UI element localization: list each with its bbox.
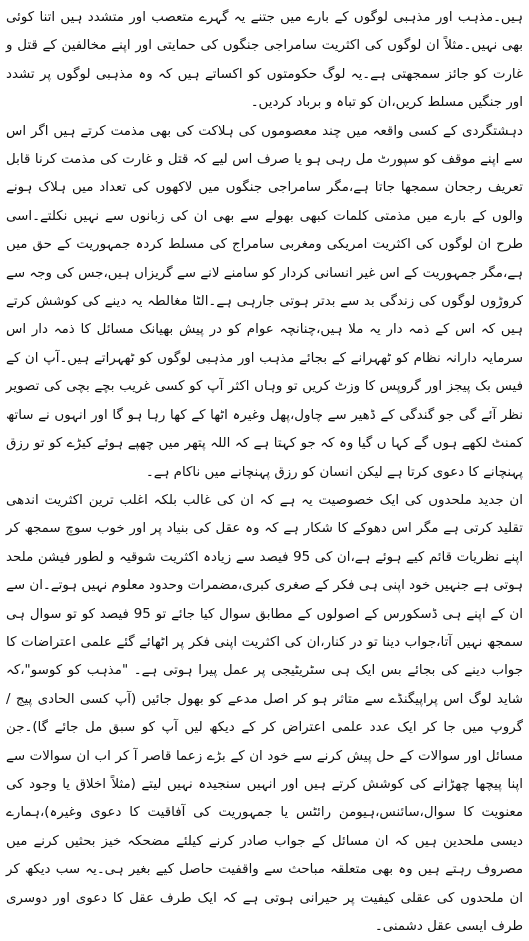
paragraph: ہیں۔مذہب اور مذہبی لوگوں کے بارے میں جتنے یہ گہرے متعصب اور متشدد ہیں اتنا کوئی بھی نہیں۔مثلاً ان لوگوں کی اکثریت سامراجی جنگوں کی حمایتی اور اپنے مخالفین کے قتل و غارت کو جائز سمجھتی ہے۔یہ لوگ حکومتوں کو اکساتے ہیں کہ وہ مذہبی لوگوں پر تشدد اور جنگیں مسلط کریں،ان کو تباہ و برباد کردیں۔: [6, 10, 523, 111]
paragraph: ان جدید ملحدوں کی ایک خصوصیت یہ ہے کہ ان کی غالب بلکہ اغلب ترین اکثریت اندھی تقلید کرتی ہے مگر اس دھوکے کا شکار ہے کہ وہ عقل کی بنیاد پر اور خوب سوچ سمجھ کر اپنے نظریات قائم کیے ہوئے ہے،ان کی 95 فیصد سے زیادہ اکثریت شوقیہ و لطور فیشن ملحد ہوتی ہے جنہیں خود اپنی ہی فکر کے صغری کبری،مضمرات وحدود معلوم نہیں ہوتے۔ان سے ان کے اپنے ہی ڈسکورس کے اصولوں کے مطابق سوال کیا جائے تو 95 فیصد کو تو سوال ہی سمجھ نہیں آتا،جواب دینا تو در کنار،ان کی اکثریت اپنی فکر پر اٹھائے گئے علمی اعتراضات کا جواب دینے کی بجائے بس ایک ہی سٹریٹیجی پر عمل پیرا ہوتی ہے۔ "مذہب کو کوسو"،کہ شاید لوگ اس پراپیگنڈے سے متاثر ہو کر اصل مدعے کو بھول جائیں (آپ کسی الحادی پیج / گروپ میں جا کر ایک عدد علمی اعتراض کر کے دیکھ لیں آپ کو سبق مل جائے گا)۔جن مسائل اور سوالات کے حل پیش کرنے سے خود ان کے بڑے زعما قاصر آ کر اب ان سوالات سے اپنا پیچھا چھڑانے کی کوشش کرتے ہیں اور انہیں سنجیدہ نہیں لیتے (مثلاً اخلاق یا وجود کی معنویت کا سوال،سائنس،ہیومن رائٹس یا جمہوریت کی آفاقیت کا دعوی وغیرہ)،ہمارے دیسی ملحدین ہیں کہ ان مسائل کے جواب صادر کرنے کیلئے مضحکہ خیز بحثیں کرنے میں مصروف رہتے ہیں وہ بھی متعلقہ مباحث سے واقفیت حاصل کیے بغیر ہی۔یہ سب دیکھ کر ان ملحدوں کی عقلی کیفیت پر حیرانی ہوتی ہے کہ ایک طرف عقل کا دعوی اور دوسری طرف ایسی عقل دشمنی۔: [6, 492, 524, 934]
paragraph: دہشتگردی کے کسی واقعہ میں چند معصوموں کی ہلاکت کی بھی مذمت کرتے ہیں اگر اس سے اپنے موقف کو سپورٹ مل رہی ہو یا صرف اس لیے کہ قتل و غارت کی مذمت کرنا قابل تعریف رجحان سمجھا جاتا ہے،مگر سامراجی جنگوں میں لاکھوں کی تعداد میں ہلاک ہونے والوں کے بارے میں مذمتی کلمات کبھی بھولے سے بھی ان کی زبانوں سے نہیں نکلتے۔اسی طرح ان لوگوں کی اکثریت امریکی ومغربی سامراج کی مسلط کردہ جمہوریت کے حق میں ہے،مگر جمہوریت کے اس غیر انسانی کردار کو سامنے لانے سے گریزاں ہیں،جس کی وجہ سے کروڑوں لوگوں کی زندگی بد سے بدتر ہوتی جارہی ہے۔الٹا مغالطہ یہ دینے کی کوشش کرتے ہیں کہ اس کے ذمہ دار یہ ملا ہیں،چنانچہ عوام کو در پیش بھیانک مسائل کا ذمہ دار اس سرمایہ دارانہ نظام کو ٹھہرانے کے بجائے مذہب اور مذہبی لوگوں کو ٹھہراتے ہیں۔آپ ان کے فیس بک پیجز اور گروپس کا وزٹ کریں تو وہاں اکثر آپ کو کسی غریب بچے بچی کی تصویر نظر آئے گی جو گندگی کے ڈھیر سے چاول،پھل وغیرہ اٹھا کے کھا رہا ہو گا اور انہوں نے ساتھ کمنٹ لکھے ہوں گے کہا ں گیا وہ کہ جو کہتا ہے کہ اللہ پتھر میں چھپے ہوئے کیڑے کو تو رزق پہنچانے کا دعوی کرتا ہے لیکن انسان کو رزق پہنچانے میں ناکام ہے۔: [6, 123, 523, 480]
